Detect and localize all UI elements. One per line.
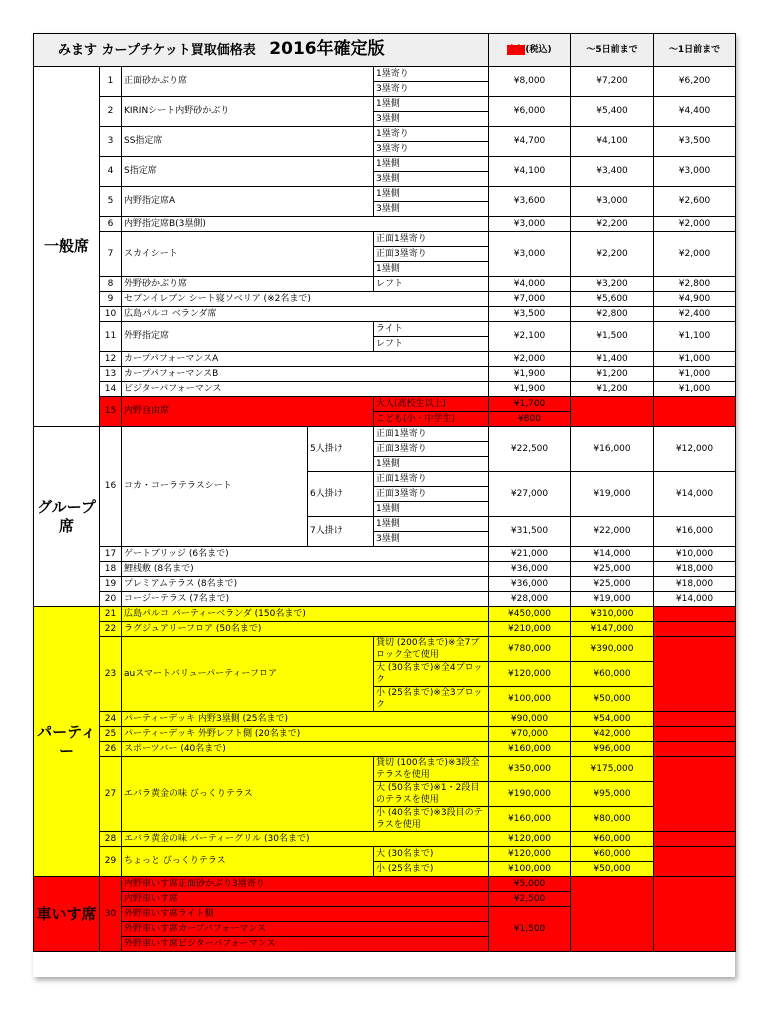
price-1day: ¥1,000: [654, 367, 736, 382]
price-1day: ¥14,000: [654, 472, 736, 517]
seat-sub: 正面3塁寄り: [374, 247, 489, 262]
price-teika: ¥8,000: [489, 67, 571, 97]
price-1day-empty: [654, 727, 736, 742]
price-teika: ¥22,500: [489, 427, 571, 472]
seat-name: エバラ黄金の味 パーティーグリル (30名まで): [122, 832, 489, 847]
seat-sub: 大 (50名まで)※1・2段目のテラスを使用: [374, 782, 489, 807]
year-title: 2016年確定版: [269, 39, 385, 59]
price-1day-empty: [654, 877, 736, 952]
seat-name: ビジターパフォーマンス: [122, 382, 489, 397]
seat-name: 内野自由席: [122, 397, 374, 427]
price-5days: ¥3,200: [571, 277, 654, 292]
price-5days: ¥3,000: [571, 187, 654, 217]
price-teika: ¥1,500: [489, 907, 571, 952]
price-1day: ¥18,000: [654, 577, 736, 592]
price-5days: ¥2,200: [571, 232, 654, 277]
row-number: 23: [100, 637, 122, 712]
price-1day-empty: [654, 712, 736, 727]
price-teika: ¥3,000: [489, 217, 571, 232]
row-number: 18: [100, 562, 122, 577]
price-1day: ¥3,000: [654, 157, 736, 187]
category-party: パーティー: [34, 607, 100, 877]
price-5days: ¥390,000: [571, 637, 654, 662]
row-number: 13: [100, 367, 122, 382]
seat-name: 鯉桟敷 (8名まで): [122, 562, 489, 577]
seat-name: 内野指定席A: [122, 187, 374, 217]
row-number: 6: [100, 217, 122, 232]
price-teika: ¥3,600: [489, 187, 571, 217]
price-teika: ¥7,000: [489, 292, 571, 307]
seat-sub: 正面3塁寄り: [374, 487, 489, 502]
price-5days: ¥2,800: [571, 307, 654, 322]
price-5days: ¥42,000: [571, 727, 654, 742]
row-number: 22: [100, 622, 122, 637]
seat-sub: 1塁側: [374, 97, 489, 112]
row-number: 17: [100, 547, 122, 562]
table-row: [34, 397, 736, 412]
price-teika: ¥350,000: [489, 757, 571, 782]
price-5days-empty: [571, 397, 654, 427]
title-text: みます カープチケット買取価格表: [58, 43, 256, 58]
row-number: 15: [100, 397, 122, 427]
seat-sub: 3塁寄り: [374, 82, 489, 97]
price-1day: ¥1,000: [654, 352, 736, 367]
row-number: 26: [100, 742, 122, 757]
table-row: [34, 427, 736, 442]
price-5days: ¥54,000: [571, 712, 654, 727]
price-teika: ¥36,000: [489, 562, 571, 577]
row-number: 30: [100, 877, 122, 952]
price-5days: ¥60,000: [571, 832, 654, 847]
table-row: [34, 577, 736, 592]
seat-sub: 1塁側: [374, 502, 489, 517]
row-number: 7: [100, 232, 122, 277]
seat-name: 広島パルコ パーティーベランダ (150名まで): [122, 607, 489, 622]
price-teika: ¥160,000: [489, 807, 571, 832]
seat-sub: 1塁寄り: [374, 127, 489, 142]
seat-sub: 3塁側: [374, 172, 489, 187]
table-row: [34, 562, 736, 577]
price-5days: ¥1,200: [571, 367, 654, 382]
price-teika: ¥5,000: [489, 877, 571, 892]
seat-name: auスマートバリューパーティーフロア: [122, 637, 374, 712]
table-row: [34, 292, 736, 307]
table-row: [34, 217, 736, 232]
price-teika: ¥120,000: [489, 847, 571, 862]
price-5days: ¥310,000: [571, 607, 654, 622]
col-header-1day: ～1日前まで: [654, 34, 736, 67]
table-row: [34, 877, 736, 892]
row-number: 10: [100, 307, 122, 322]
price-1day: ¥1,000: [654, 382, 736, 397]
price-1day: ¥10,000: [654, 547, 736, 562]
price-teika: ¥1,700: [489, 397, 571, 412]
price-1day: ¥6,200: [654, 67, 736, 97]
price-5days: ¥5,600: [571, 292, 654, 307]
price-5days: ¥4,100: [571, 127, 654, 157]
col-header-5days: ～5日前まで: [571, 34, 654, 67]
row-number: 27: [100, 757, 122, 832]
price-table: [33, 33, 736, 952]
table-row: [34, 367, 736, 382]
price-1day-empty: [654, 637, 736, 712]
price-1day: ¥3,500: [654, 127, 736, 157]
price-teika: ¥27,000: [489, 472, 571, 517]
seat-sub: 小 (25名まで)※全3ブロック: [374, 687, 489, 712]
table-row: [34, 832, 736, 847]
seat-name: SS指定席: [122, 127, 374, 157]
seat-name: 正面砂かぶり席: [122, 67, 374, 97]
table-row: [34, 232, 736, 247]
seat-name: パーティーデッキ 外野レフト側 (20名まで): [122, 727, 489, 742]
row-number: 12: [100, 352, 122, 367]
group-size: 5人掛け: [308, 427, 374, 472]
row-number: 20: [100, 592, 122, 607]
row-number: 19: [100, 577, 122, 592]
row-number: 25: [100, 727, 122, 742]
price-teika: ¥210,000: [489, 622, 571, 637]
seat-name: 外野車いす席ライト側: [122, 907, 489, 922]
seat-sub: 1塁寄り: [374, 67, 489, 82]
seat-name: ゲートブリッジ (6名まで): [122, 547, 489, 562]
price-1day: ¥2,600: [654, 187, 736, 217]
price-5days: ¥7,200: [571, 67, 654, 97]
row-number: 9: [100, 292, 122, 307]
seat-name: 内野指定席B(3塁側): [122, 217, 489, 232]
price-5days: ¥50,000: [571, 687, 654, 712]
seat-name: スポーツバー (40名まで): [122, 742, 489, 757]
table-row: [34, 547, 736, 562]
price-5days: ¥80,000: [571, 807, 654, 832]
seat-sub: 小 (40名まで)※3段目のテラスを使用: [374, 807, 489, 832]
price-1day: ¥18,000: [654, 562, 736, 577]
seat-sub: レフト: [374, 337, 489, 352]
price-1day-empty: [654, 832, 736, 847]
price-5days: ¥22,000: [571, 517, 654, 547]
seat-sub: 3塁側: [374, 532, 489, 547]
price-teika: ¥450,000: [489, 607, 571, 622]
table-row: [34, 592, 736, 607]
price-5days: ¥25,000: [571, 562, 654, 577]
price-1day-empty: [654, 742, 736, 757]
price-5days: ¥50,000: [571, 862, 654, 877]
price-5days-empty: [571, 877, 654, 952]
row-number: 28: [100, 832, 122, 847]
table-row: [34, 157, 736, 172]
seat-sub: 正面1塁寄り: [374, 427, 489, 442]
price-1day: ¥2,000: [654, 217, 736, 232]
table-row: [34, 742, 736, 757]
row-number: 24: [100, 712, 122, 727]
row-number: 8: [100, 277, 122, 292]
price-5days: ¥96,000: [571, 742, 654, 757]
header-row: [34, 34, 736, 67]
category-wheelchair: 車いす席: [34, 877, 100, 952]
seat-name: S指定席: [122, 157, 374, 187]
table-row: [34, 727, 736, 742]
page-title: [34, 34, 489, 67]
price-teika: ¥120,000: [489, 832, 571, 847]
row-number: 21: [100, 607, 122, 622]
seat-sub: 3塁寄り: [374, 142, 489, 157]
seat-sub: 3塁側: [374, 202, 489, 217]
price-1day: ¥4,400: [654, 97, 736, 127]
seat-name: KIRINシート内野砂かぶり: [122, 97, 374, 127]
price-5days: ¥147,000: [571, 622, 654, 637]
row-number: 14: [100, 382, 122, 397]
price-teika: ¥70,000: [489, 727, 571, 742]
seat-name: パーティーデッキ 内野3塁側 (25名まで): [122, 712, 489, 727]
seat-sub: こども(小・中学生): [374, 412, 489, 427]
seat-name: 外野砂かぶり席: [122, 277, 374, 292]
price-teika: ¥2,100: [489, 322, 571, 352]
seat-sub: 1塁側: [374, 187, 489, 202]
seat-name: カープパフォーマンスA: [122, 352, 489, 367]
price-1day-empty: [654, 847, 736, 877]
table-row: [34, 382, 736, 397]
price-teika: ¥3,000: [489, 232, 571, 277]
seat-sub: 貸切 (100名まで)※3段全テラスを使用: [374, 757, 489, 782]
price-1day: ¥12,000: [654, 427, 736, 472]
seat-name: 外野指定席: [122, 322, 374, 352]
table-row: [34, 322, 736, 337]
price-teika: ¥31,500: [489, 517, 571, 547]
price-1day-empty: [654, 622, 736, 637]
price-5days: ¥1,200: [571, 382, 654, 397]
row-number: 3: [100, 127, 122, 157]
seat-sub: 小 (25名まで): [374, 862, 489, 877]
price-5days: ¥60,000: [571, 662, 654, 687]
seat-name: スカイシート: [122, 232, 374, 277]
col-header-teika: [489, 34, 571, 67]
price-1day: ¥2,400: [654, 307, 736, 322]
row-number: 1: [100, 67, 122, 97]
price-teika: ¥2,500: [489, 892, 571, 907]
price-teika: ¥800: [489, 412, 571, 427]
seat-sub: 正面3塁寄り: [374, 442, 489, 457]
price-5days: ¥175,000: [571, 757, 654, 782]
price-5days: ¥3,400: [571, 157, 654, 187]
seat-name: 内野車いす席正面砂かぶり3塁寄り: [122, 877, 489, 892]
price-1day-empty: [654, 757, 736, 832]
price-5days: ¥95,000: [571, 782, 654, 807]
row-number: 11: [100, 322, 122, 352]
seat-sub: 1塁側: [374, 457, 489, 472]
price-teika: ¥780,000: [489, 637, 571, 662]
seat-sub: 1塁側: [374, 517, 489, 532]
price-5days: ¥60,000: [571, 847, 654, 862]
table-row: [34, 187, 736, 202]
price-1day: ¥14,000: [654, 592, 736, 607]
seat-sub: 大人(高校生以上): [374, 397, 489, 412]
seat-name: プレミアムテラス (8名まで): [122, 577, 489, 592]
category-group: グループ席: [34, 427, 100, 607]
price-teika: ¥4,100: [489, 157, 571, 187]
price-1day: ¥2,000: [654, 232, 736, 277]
seat-name: ちょっと びっくりテラス: [122, 847, 374, 877]
seat-sub: レフト: [374, 277, 489, 292]
price-teika: ¥100,000: [489, 687, 571, 712]
price-teika: ¥1,900: [489, 367, 571, 382]
price-teika: ¥36,000: [489, 577, 571, 592]
price-1day-empty: [654, 607, 736, 622]
price-5days: ¥2,200: [571, 217, 654, 232]
seat-sub: 1塁側: [374, 157, 489, 172]
seat-name: エバラ黄金の味 びっくりテラス: [122, 757, 374, 832]
seat-name: 広島パルコ ベランダ席: [122, 307, 489, 322]
price-table-sheet: [33, 33, 735, 977]
table-row: [34, 307, 736, 322]
table-row: [34, 847, 736, 862]
seat-name: ラグジュアリーフロア (50名まで): [122, 622, 489, 637]
row-number: 4: [100, 157, 122, 187]
row-number: 16: [100, 427, 122, 547]
seat-sub: 貸切 (200名まで)※全7ブロック全て使用: [374, 637, 489, 662]
table-row: [34, 67, 736, 82]
price-1day: ¥2,800: [654, 277, 736, 292]
seat-name: カープパフォーマンスB: [122, 367, 489, 382]
seat-name: コージーテラス (7名まで): [122, 592, 489, 607]
price-teika: ¥3,500: [489, 307, 571, 322]
price-teika: ¥160,000: [489, 742, 571, 757]
price-5days: ¥1,500: [571, 322, 654, 352]
seat-name: 外野車いす席ビジターパフォーマンス: [122, 937, 489, 952]
price-1day: ¥16,000: [654, 517, 736, 547]
price-teika: ¥28,000: [489, 592, 571, 607]
price-5days: ¥14,000: [571, 547, 654, 562]
seat-name: コカ・コーラテラスシート: [122, 427, 308, 547]
price-teika: ¥2,000: [489, 352, 571, 367]
seat-sub: 1塁側: [374, 262, 489, 277]
row-number: 2: [100, 97, 122, 127]
seat-sub: 正面1塁寄り: [374, 232, 489, 247]
price-5days: ¥1,400: [571, 352, 654, 367]
seat-sub: 正面1塁寄り: [374, 472, 489, 487]
price-teika: ¥21,000: [489, 547, 571, 562]
table-row: [34, 607, 736, 622]
group-size: 6人掛け: [308, 472, 374, 517]
price-1day: ¥1,100: [654, 322, 736, 352]
table-row: [34, 712, 736, 727]
price-teika: ¥4,000: [489, 277, 571, 292]
teika-note: (税込): [525, 44, 552, 55]
price-5days: ¥19,000: [571, 592, 654, 607]
price-teika: ¥190,000: [489, 782, 571, 807]
table-row: [34, 97, 736, 112]
price-5days: ¥16,000: [571, 427, 654, 472]
price-1day-empty: [654, 397, 736, 427]
table-row: [34, 622, 736, 637]
row-number: 5: [100, 187, 122, 217]
price-teika: ¥120,000: [489, 662, 571, 687]
table-row: [34, 352, 736, 367]
teika-label: 定価: [507, 44, 526, 55]
price-teika: ¥100,000: [489, 862, 571, 877]
price-5days: ¥25,000: [571, 577, 654, 592]
table-row: [34, 277, 736, 292]
seat-name: セブンイレブン シート寝ソベリア (※2名まで): [122, 292, 489, 307]
category-general: 一般席: [34, 67, 100, 427]
table-row: [34, 127, 736, 142]
price-5days: ¥5,400: [571, 97, 654, 127]
price-teika: ¥1,900: [489, 382, 571, 397]
price-1day: ¥4,900: [654, 292, 736, 307]
seat-sub: 大 (30名まで)※全4ブロック: [374, 662, 489, 687]
seat-name: 外野車いす席カープパフォーマンス: [122, 922, 489, 937]
seat-sub: 3塁側: [374, 112, 489, 127]
seat-name: 内野車いす席: [122, 892, 489, 907]
row-number: 29: [100, 847, 122, 877]
price-5days: ¥19,000: [571, 472, 654, 517]
group-size: 7人掛け: [308, 517, 374, 547]
price-teika: ¥4,700: [489, 127, 571, 157]
seat-sub: 大 (30名まで): [374, 847, 489, 862]
price-teika: ¥90,000: [489, 712, 571, 727]
price-teika: ¥6,000: [489, 97, 571, 127]
seat-sub: ライト: [374, 322, 489, 337]
